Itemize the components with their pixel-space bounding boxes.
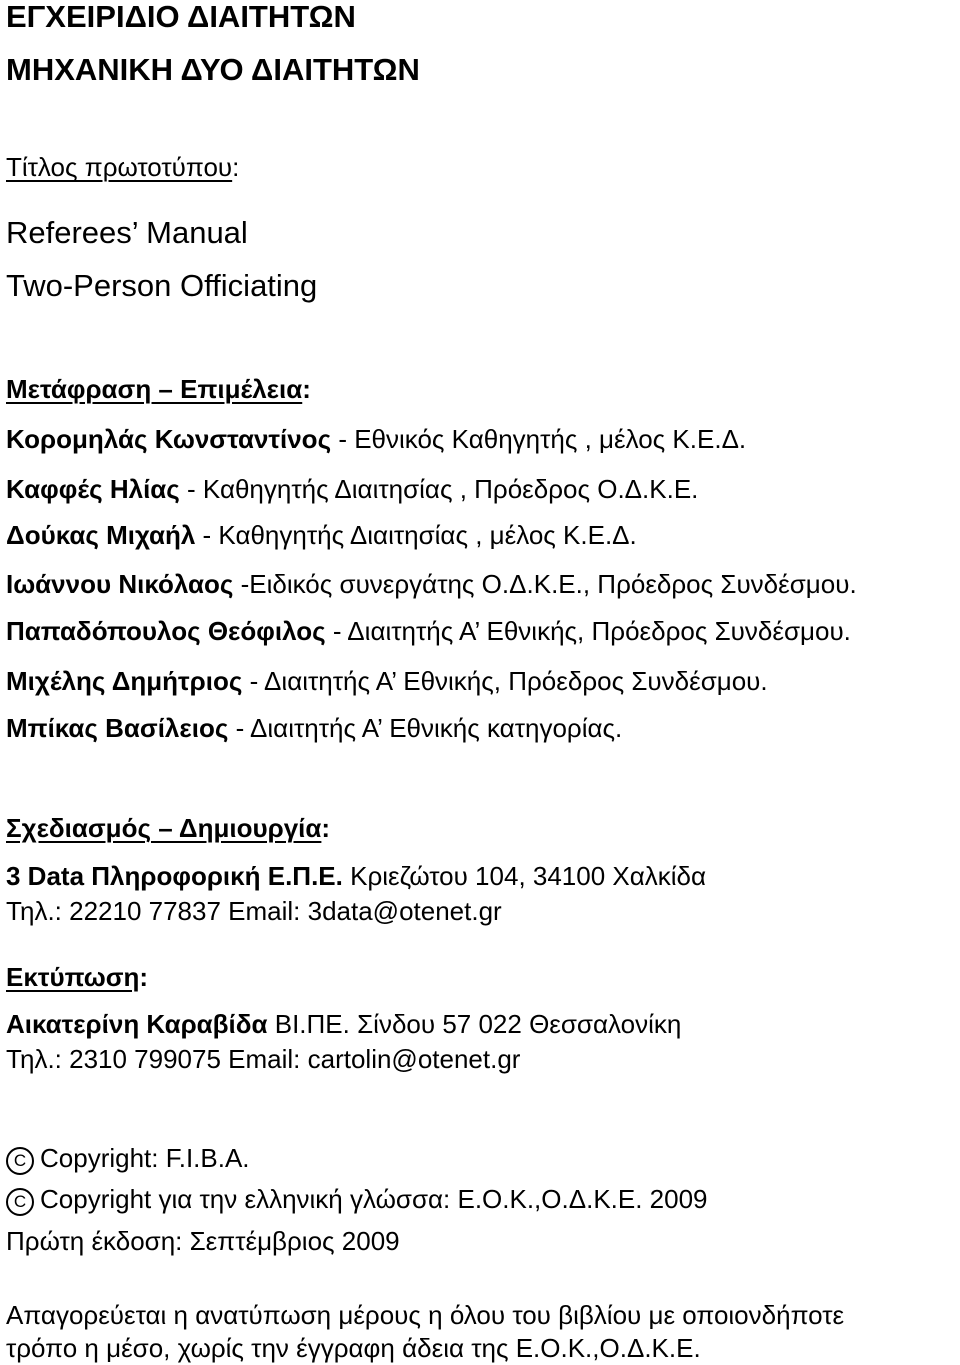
copyright-line-1 [6,1145,250,1175]
printing-company: Αικατερίνη Καραβίδα [6,1009,268,1039]
translator-name: Δούκας Μιχαήλ [6,520,196,550]
translator-role: -Ειδικός συνεργάτης Ο.Δ.Κ.Ε., Πρόεδρος Συνδέσμου. [233,569,857,599]
original-title-line-1: Referees’ Manual [6,215,248,250]
original-title-heading [6,154,239,180]
translator-name: Μιχέλης Δημήτριος [6,666,243,696]
design-company-row [6,863,706,889]
copyright-line-2 [6,1186,708,1216]
printing-colon: : [139,962,149,992]
original-title-colon: : [232,152,240,182]
translator-row [6,618,851,644]
original-title-line-2: Two-Person Officiating [6,268,318,303]
translator-name: Ιωάννου Νικόλαος [6,569,234,599]
printing-label: Εκτύπωση [6,962,140,992]
translator-row [6,715,622,741]
design-address: Κριεζώτου 104, 34100 Χαλκίδα [342,861,707,891]
translation-heading [6,376,311,402]
design-company: 3 Data Πληροφορική Ε.Π.Ε. [6,861,343,891]
design-heading [6,815,330,841]
translation-colon: : [302,374,311,404]
translator-role: - Διαιτητής Α’ Εθνικής, Πρόεδρος Συνδέσμου. [325,616,851,646]
title-line-2: ΜΗΧΑΝΙΚΗ ΔΥΟ ΔΙΑΙΤΗΤΩΝ [6,52,420,87]
copyright-fiba: Copyright: F.I.B.A. [40,1143,250,1173]
translator-role: - Εθνικός Καθηγητής , μέλος Κ.Ε.Δ. [331,424,747,454]
translation-label: Μετάφραση – Επιμέλεια [6,374,303,404]
reprint-notice-line-1: Απαγορεύεται η ανατύπωση μέρους η όλου του βιβλίου με οποιονδήποτε [6,1300,845,1330]
translator-row [6,571,857,597]
translator-name: Μπίκας Βασίλειος [6,713,229,743]
translator-role: - Διαιτητής Α’ Εθνικής κατηγορίας. [228,713,623,743]
title-line-1: ΕΓΧΕΙΡΙΔΙΟ ΔΙΑΙΤΗΤΩΝ [6,0,356,34]
printing-heading [6,964,148,990]
design-colon: : [321,813,331,843]
design-label: Σχεδιασμός – Δημιουργία [6,813,322,843]
translator-role: - Καθηγητής Διαιτησίας , Πρόεδρος Ο.Δ.Κ.Ε. [179,474,699,504]
translator-name: Κορομηλάς Κωνσταντίνος [6,424,332,454]
translator-row [6,668,768,694]
translator-row [6,476,698,502]
translator-row [6,522,637,548]
translator-name: Παπαδόπουλος Θεόφιλος [6,616,326,646]
translator-role: - Καθηγητής Διαιτησίας , μέλος Κ.Ε.Δ. [195,520,637,550]
copyright-greek: Copyright για την ελληνική γλώσσα: Ε.Ο.Κ.,Ο.Δ.Κ.Ε. 2009 [40,1184,708,1214]
translator-name: Καφφές Ηλίας [6,474,180,504]
original-title-label: Τίτλος πρωτοτύπου [6,152,233,182]
reprint-notice-line-2: τρόπο η μέσο, χωρίς την έγγραφη άδεια της Ε.Ο.Κ.,Ο.Δ.Κ.Ε. [6,1333,701,1363]
copyright-icon: C [6,1147,34,1175]
design-contact: Τηλ.: 22210 77837 Email: 3data@otenet.gr [6,896,502,926]
translator-row [6,426,746,452]
translator-role: - Διαιτητής Α’ Εθνικής, Πρόεδρος Συνδέσμου. [242,666,768,696]
printing-company-row [6,1011,681,1037]
printing-address: ΒΙ.ΠΕ. Σίνδου 57 022 Θεσσαλονίκη [267,1009,682,1039]
printing-contact: Τηλ.: 2310 799075 Email: cartolin@otenet.gr [6,1044,521,1074]
copyright-icon: C [6,1188,34,1216]
first-edition: Πρώτη έκδοση: Σεπτέμβριος 2009 [6,1226,400,1256]
